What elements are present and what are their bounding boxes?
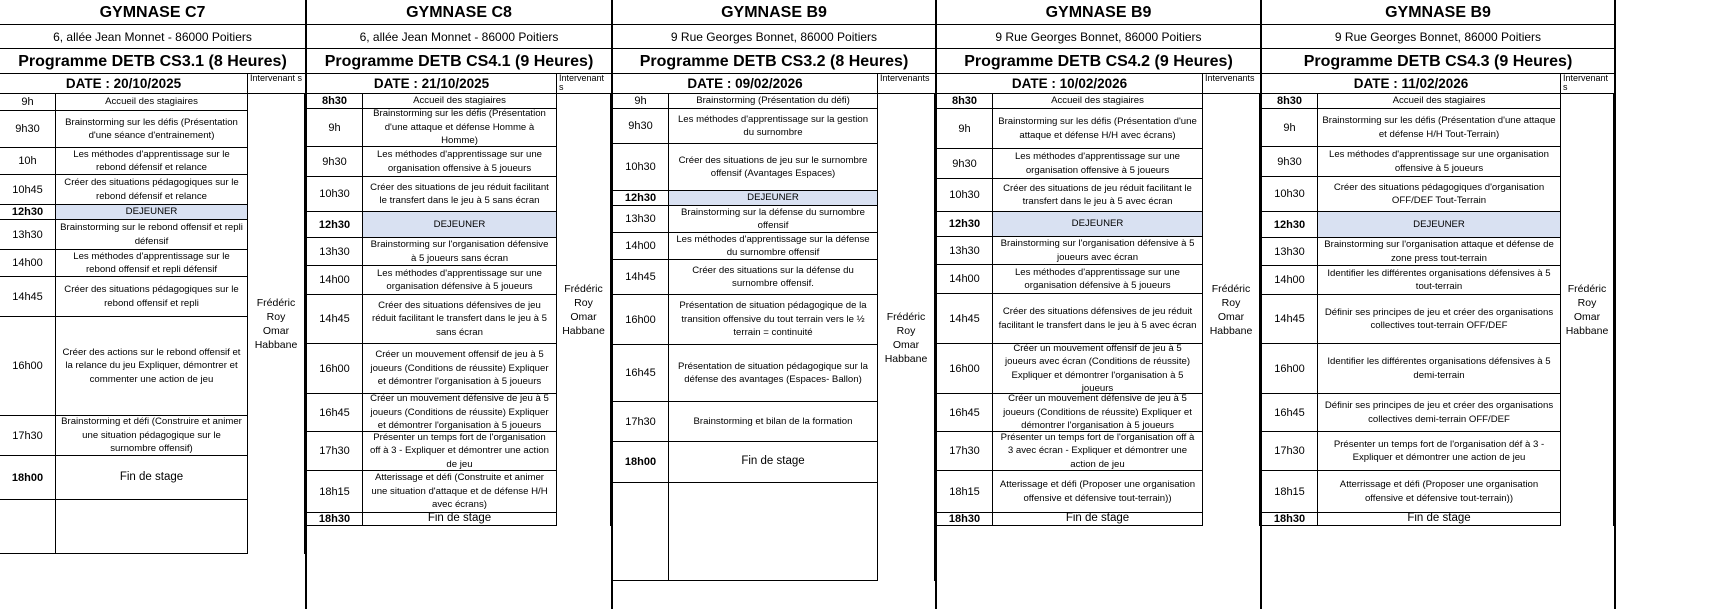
activity-cell bbox=[56, 500, 248, 553]
intervenant-name: Omar bbox=[1573, 311, 1601, 323]
activity-cell: Créer des situations de jeu réduit facilitant le transfert dans le jeu à 5 sans écran bbox=[363, 177, 557, 211]
time-cell: 9h bbox=[613, 94, 669, 108]
schedule-row bbox=[613, 345, 878, 402]
schedule-row bbox=[613, 442, 878, 483]
time-cell: 17h30 bbox=[1262, 432, 1318, 470]
schedule-row bbox=[937, 432, 1203, 471]
activity-cell: Brainstorming sur l'organisation attaque et défense de zone press tout-terrain bbox=[1318, 238, 1561, 265]
activity-cell: Fin de stage bbox=[1318, 513, 1561, 525]
schedule-row bbox=[937, 265, 1203, 294]
program-title: Programme DETB CS3.1 (8 Heures) bbox=[0, 49, 305, 74]
intervenant-names bbox=[557, 94, 611, 526]
time-cell: 18h30 bbox=[937, 513, 993, 525]
activity-cell: Accueil des stagiaires bbox=[363, 94, 557, 108]
activity-cell: Brainstorming et défi (Construire et animer une situation pédagogique sur le surnombre offensif) bbox=[56, 416, 248, 455]
activity-cell: Créer des situations de jeu sur le surnombre offensif (Avantages Espaces) bbox=[669, 144, 878, 190]
activity-cell: Créer des situations pédagogiques d'organisation OFF/DEF Tout-Terrain bbox=[1318, 177, 1561, 211]
activity-cell: Les méthodes d'apprentissage sur une organisation défensive à 5 joueurs bbox=[993, 265, 1203, 293]
schedule-row bbox=[307, 147, 557, 177]
session-date: DATE : 11/02/2026 bbox=[1262, 74, 1561, 94]
schedule-row bbox=[307, 295, 557, 344]
activity-cell: Présenter un temps fort de l'organisation off à 3 - Expliquer et démontrer une action de jeu bbox=[363, 432, 557, 470]
time-cell: 14h00 bbox=[307, 266, 363, 294]
intervenant-name: Habbane bbox=[562, 325, 605, 337]
intervenant-name: Frédéric Roy bbox=[1211, 283, 1251, 309]
time-cell: 14h45 bbox=[937, 294, 993, 343]
time-cell: 14h45 bbox=[1262, 295, 1318, 343]
intervenant-name: Habbane bbox=[1565, 325, 1609, 337]
schedule-row bbox=[613, 109, 878, 144]
schedule-row bbox=[1262, 94, 1561, 109]
schedule-row bbox=[0, 220, 248, 250]
schedule-row bbox=[0, 175, 248, 205]
activity-cell: Fin de stage bbox=[993, 513, 1203, 525]
time-cell: 18h15 bbox=[307, 471, 363, 512]
lunch-cell: DEJEUNER bbox=[993, 212, 1203, 236]
gymnasium-address: 9 Rue Georges Bonnet, 86000 Poitiers bbox=[937, 25, 1260, 49]
time-cell: 16h00 bbox=[1262, 344, 1318, 393]
time-cell: 13h30 bbox=[937, 237, 993, 264]
time-cell: 14h00 bbox=[937, 265, 993, 293]
schedule-panel bbox=[0, 0, 307, 609]
intervenant-name: Frédéric bbox=[564, 283, 603, 295]
time-cell: 17h30 bbox=[0, 416, 56, 455]
time-cell: 18h30 bbox=[1262, 513, 1318, 525]
time-cell: 17h30 bbox=[307, 432, 363, 470]
schedule-row bbox=[937, 212, 1203, 237]
schedule-row bbox=[937, 294, 1203, 344]
schedule-row bbox=[613, 260, 878, 295]
time-cell: 10h45 bbox=[0, 175, 56, 204]
intervenant-names bbox=[248, 94, 305, 554]
time-cell: 8h30 bbox=[937, 94, 993, 108]
activity-cell: Brainstorming sur la défense du surnombre offensif bbox=[669, 206, 878, 232]
schedule-row bbox=[613, 402, 878, 442]
activity-cell: Les méthodes d'apprentissage sur une organisation offensive à 5 joueurs bbox=[363, 147, 557, 176]
schedule-row bbox=[0, 148, 248, 175]
intervenant-name: Frédéric Roy bbox=[886, 310, 926, 337]
activity-cell: Les méthodes d'apprentissage sur le rebond offensif et repli défensif bbox=[56, 250, 248, 276]
program-title: Programme DETB CS4.2 (9 Heures) bbox=[937, 49, 1260, 74]
activity-cell: Créer un mouvement défensive de jeu à 5 joueurs (Conditions de réussite) Expliquer et démontrer l'organisation à 5 joueurs bbox=[363, 394, 557, 431]
intervenant-names bbox=[1561, 94, 1614, 526]
schedule-row bbox=[937, 394, 1203, 432]
activity-cell: Atterissage et défi (Proposer une organisation offensive et défensive tout-terrain)) bbox=[993, 471, 1203, 512]
activity-cell: Brainstorming et bilan de la formation bbox=[669, 402, 878, 441]
schedule-row bbox=[0, 250, 248, 277]
lunch-cell: DEJEUNER bbox=[363, 212, 557, 237]
schedule-row bbox=[937, 237, 1203, 265]
schedule-row bbox=[1262, 147, 1561, 177]
schedule-row bbox=[307, 432, 557, 471]
schedule-row bbox=[613, 206, 878, 233]
activity-cell: Fin de stage bbox=[363, 513, 557, 525]
time-cell: 17h30 bbox=[937, 432, 993, 470]
schedule-row bbox=[1262, 266, 1561, 295]
time-cell: 13h30 bbox=[1262, 238, 1318, 265]
intervenant-list bbox=[1566, 282, 1609, 338]
schedule-row bbox=[307, 238, 557, 266]
time-cell: 10h30 bbox=[613, 144, 669, 190]
intervenant-name: Omar bbox=[1217, 311, 1245, 323]
time-cell: 9h30 bbox=[307, 147, 363, 176]
intervenant-list bbox=[878, 310, 934, 366]
time-cell: 9h bbox=[307, 109, 363, 146]
schedule-row bbox=[1262, 212, 1561, 238]
schedule-row bbox=[937, 109, 1203, 149]
activity-cell: Brainstorming sur les défis (Présentation d'une attaque et défense Homme à Homme) bbox=[363, 109, 557, 146]
time-cell: 16h00 bbox=[613, 295, 669, 344]
intervenant-list bbox=[1203, 282, 1259, 338]
activity-cell: Les méthodes d'apprentissage sur une organisation offensive à 5 joueurs bbox=[1318, 147, 1561, 176]
session-date: DATE : 10/02/2026 bbox=[937, 74, 1203, 94]
empty-row bbox=[0, 500, 248, 554]
schedule-row bbox=[0, 205, 248, 220]
activity-cell: Définir ses principes de jeu et créer des organisations collectives demi-terrain OFF/DEF bbox=[1318, 394, 1561, 431]
schedule-row bbox=[307, 177, 557, 212]
activity-cell: Présentation de situation pédagogique de la transition offensive du tout terrain vers le ½ terrain = continuité bbox=[669, 295, 878, 344]
time-cell: 16h45 bbox=[937, 394, 993, 431]
activity-cell: Brainstorming sur les défis (Présentation d'une attaque et défense H/H Tout-Terrain) bbox=[1318, 109, 1561, 146]
time-cell: 12h30 bbox=[1262, 212, 1318, 237]
intervenant-name: Roy bbox=[266, 311, 286, 323]
time-cell: 9h bbox=[1262, 109, 1318, 146]
intervenant-list bbox=[255, 296, 298, 352]
activity-cell: Identifier les différentes organisations défensives à 5 demi-terrain bbox=[1318, 344, 1561, 393]
schedule-row bbox=[1262, 344, 1561, 394]
time-cell: 18h00 bbox=[0, 456, 56, 499]
intervenant-name: Omar bbox=[262, 325, 290, 337]
time-cell: 10h30 bbox=[1262, 177, 1318, 211]
program-title: Programme DETB CS3.2 (8 Heures) bbox=[613, 49, 935, 74]
schedule-row bbox=[0, 277, 248, 317]
activity-cell: Brainstorming sur le rebond offensif et repli défensif bbox=[56, 220, 248, 249]
schedule-row bbox=[0, 416, 248, 456]
activity-cell: Créer un mouvement offensif de jeu à 5 joueurs avec écran (Conditions de réussite) Expliquer et démontrer l'organisation à 5 joueurs bbox=[993, 344, 1203, 393]
schedule-row bbox=[937, 149, 1203, 179]
activity-cell: Créer des actions sur le rebond offensif et la relance du jeu Expliquer, démontrer et commenter une action de jeu bbox=[56, 317, 248, 415]
intervenant-name: Roy bbox=[1577, 297, 1597, 309]
time-cell: 14h45 bbox=[0, 277, 56, 316]
time-cell bbox=[0, 500, 56, 553]
lunch-cell: DEJEUNER bbox=[56, 205, 248, 219]
activity-cell: Définir ses principes de jeu et créer des organisations collectives tout-terrain OFF/DEF bbox=[1318, 295, 1561, 343]
activity-cell: Présenter un temps fort de l'organisation off à 3 avec écran - Expliquer et démontrer une action de jeu bbox=[993, 432, 1203, 470]
activity-cell: Les méthodes d'apprentissage sur une organisation défensive à 5 joueurs bbox=[363, 266, 557, 294]
time-cell: 16h45 bbox=[613, 345, 669, 401]
activity-cell: Atterissage et défi (Construite et animer une situation d'attaque et de défense H/H avec écrans) bbox=[363, 471, 557, 512]
schedule-row bbox=[307, 266, 557, 295]
time-cell: 10h30 bbox=[307, 177, 363, 211]
time-cell: 9h30 bbox=[937, 149, 993, 178]
gymnasium-title: GYMNASE B9 bbox=[613, 0, 935, 25]
schedule-panel bbox=[613, 0, 937, 609]
schedule-row bbox=[937, 94, 1203, 109]
time-cell: 12h30 bbox=[613, 191, 669, 205]
schedule-row bbox=[937, 513, 1203, 526]
time-cell: 13h30 bbox=[0, 220, 56, 249]
activity-cell: Brainstorming sur l'organisation défensive à 5 joueurs sans écran bbox=[363, 238, 557, 265]
time-cell: 16h45 bbox=[1262, 394, 1318, 431]
schedule-row bbox=[307, 471, 557, 513]
activity-cell: Créer des situations défensives de jeu réduit facilitant le transfert dans le jeu à 5 avec écran bbox=[993, 294, 1203, 343]
time-cell: 16h00 bbox=[307, 344, 363, 393]
gymnasium-address: 9 Rue Georges Bonnet, 86000 Poitiers bbox=[1262, 25, 1614, 49]
time-cell: 9h30 bbox=[0, 111, 56, 147]
activity-cell: Les méthodes d'apprentissage sur la gestion du surnombre bbox=[669, 109, 878, 143]
schedule-row bbox=[937, 179, 1203, 212]
schedule-row bbox=[1262, 177, 1561, 212]
intervenant-name: Omar bbox=[892, 338, 920, 351]
intervenant-list bbox=[562, 282, 605, 338]
activity-cell: Présentation de situation pédagogique sur la défense des avantages (Espaces- Ballon) bbox=[669, 345, 878, 401]
intervenant-header: Intervenants bbox=[878, 74, 935, 94]
time-cell: 10h bbox=[0, 148, 56, 174]
activity-cell: Identifier les différentes organisations défensives à 5 tout-terrain bbox=[1318, 266, 1561, 294]
intervenant-header: Intervenant s bbox=[248, 74, 305, 94]
schedule-row bbox=[307, 394, 557, 432]
gymnasium-title: GYMNASE C8 bbox=[307, 0, 611, 25]
schedule-row bbox=[1262, 432, 1561, 471]
time-cell: 9h bbox=[937, 109, 993, 148]
activity-cell: Brainstorming sur les défis (Présentation d'une attaque et défense H/H avec écrans) bbox=[993, 109, 1203, 148]
intervenant-name: Habbane bbox=[884, 352, 928, 365]
intervenant-name: Omar bbox=[570, 311, 597, 323]
activity-cell: Fin de stage bbox=[669, 442, 878, 482]
intervenant-name: Frédéric bbox=[1567, 283, 1607, 295]
time-cell: 18h00 bbox=[613, 442, 669, 482]
time-cell: 16h00 bbox=[0, 317, 56, 415]
activity-cell: Les méthodes d'apprentissage sur la défense du surnombre offensif bbox=[669, 233, 878, 259]
activity-cell: Créer un mouvement offensif de jeu à 5 joueurs (Conditions de réussite) Expliquer et démontrer l'organisation à 5 joueurs bbox=[363, 344, 557, 393]
activity-cell: Les méthodes d'apprentissage sur une organisation offensive à 5 joueurs bbox=[993, 149, 1203, 178]
schedule-panel bbox=[1262, 0, 1616, 609]
program-title: Programme DETB CS4.3 (9 Heures) bbox=[1262, 49, 1614, 74]
time-cell: 10h30 bbox=[937, 179, 993, 211]
schedule-panel bbox=[937, 0, 1262, 609]
time-cell: 14h45 bbox=[307, 295, 363, 343]
activity-cell: Brainstorming (Présentation du défi) bbox=[669, 94, 878, 108]
schedule-row bbox=[307, 513, 557, 526]
intervenant-header: Intervenant s bbox=[1561, 74, 1614, 94]
intervenant-names bbox=[878, 94, 935, 581]
activity-cell: Accueil des stagiaires bbox=[56, 94, 248, 110]
time-cell: 9h30 bbox=[1262, 147, 1318, 176]
activity-cell: Fin de stage bbox=[56, 456, 248, 499]
schedule-row bbox=[1262, 238, 1561, 266]
schedule-row bbox=[0, 317, 248, 416]
gymnasium-title: GYMNASE C7 bbox=[0, 0, 305, 25]
activity-cell: Accueil des stagiaires bbox=[993, 94, 1203, 108]
lunch-cell: DEJEUNER bbox=[1318, 212, 1561, 237]
time-cell: 16h00 bbox=[937, 344, 993, 393]
empty-row bbox=[613, 483, 878, 581]
gymnasium-title: GYMNASE B9 bbox=[1262, 0, 1614, 25]
time-cell: 12h30 bbox=[307, 212, 363, 237]
time-cell bbox=[613, 483, 669, 580]
schedule-row bbox=[307, 109, 557, 147]
activity-cell bbox=[669, 483, 878, 580]
time-cell: 14h00 bbox=[613, 233, 669, 259]
time-cell: 17h30 bbox=[613, 402, 669, 441]
time-cell: 14h45 bbox=[613, 260, 669, 294]
activity-cell: Présenter un temps fort de l'organisation déf à 3 - Expliquer et démontrer une action de jeu bbox=[1318, 432, 1561, 470]
schedule-row bbox=[613, 233, 878, 260]
activity-cell: Les méthodes d'apprentissage sur le rebond défensif et relance bbox=[56, 148, 248, 174]
time-cell: 12h30 bbox=[937, 212, 993, 236]
time-cell: 9h30 bbox=[613, 109, 669, 143]
time-cell: 14h00 bbox=[1262, 266, 1318, 294]
schedule-row bbox=[0, 456, 248, 500]
time-cell: 13h30 bbox=[307, 238, 363, 265]
activity-cell: Créer des situations de jeu réduit facilitant le transfert dans le jeu à 5 avec écran bbox=[993, 179, 1203, 211]
schedule-row bbox=[613, 94, 878, 109]
intervenant-names bbox=[1203, 94, 1260, 526]
activity-cell: Créer des situations pédagogiques sur le rebond offensif et repli bbox=[56, 277, 248, 316]
activity-cell: Créer des situations pédagogiques sur le rebond défensif et relance bbox=[56, 175, 248, 204]
gymnasium-address: 6, allée Jean Monnet - 86000 Poitiers bbox=[0, 25, 305, 49]
gymnasium-address: 9 Rue Georges Bonnet, 86000 Poitiers bbox=[613, 25, 935, 49]
intervenant-header: Intervenants bbox=[1203, 74, 1260, 94]
schedule-panel bbox=[307, 0, 613, 609]
schedule-row bbox=[613, 191, 878, 206]
schedule-row bbox=[0, 94, 248, 111]
intervenant-name: Habbane bbox=[254, 339, 298, 351]
schedule-row bbox=[613, 295, 878, 345]
gymnasium-address: 6, allée Jean Monnet - 86000 Poitiers bbox=[307, 25, 611, 49]
schedule-row bbox=[1262, 295, 1561, 344]
lunch-cell: DEJEUNER bbox=[669, 191, 878, 205]
schedule-row bbox=[1262, 394, 1561, 432]
activity-cell: Créer des situations sur la défense du surnombre offensif. bbox=[669, 260, 878, 294]
activity-cell: Créer des situations défensives de jeu réduit facilitant le transfert dans le jeu à 5 sans écran bbox=[363, 295, 557, 343]
schedule-row bbox=[613, 144, 878, 191]
activity-cell: Accueil des stagiaires bbox=[1318, 94, 1561, 108]
time-cell: 13h30 bbox=[613, 206, 669, 232]
time-cell: 18h15 bbox=[1262, 471, 1318, 512]
activity-cell: Brainstorming sur les défis (Présentation d'une séance d'entrainement) bbox=[56, 111, 248, 147]
intervenant-name: Roy bbox=[574, 297, 593, 309]
gymnasium-title: GYMNASE B9 bbox=[937, 0, 1260, 25]
activity-cell: Créer un mouvement défensive de jeu à 5 joueurs (Conditions de réussite) Expliquer et démontrer l'organisation à 5 joueurs bbox=[993, 394, 1203, 431]
program-title: Programme DETB CS4.1 (9 Heures) bbox=[307, 49, 611, 74]
schedule-row bbox=[1262, 471, 1561, 513]
session-date: DATE : 20/10/2025 bbox=[0, 74, 248, 94]
time-cell: 12h30 bbox=[0, 205, 56, 219]
schedule-row bbox=[937, 344, 1203, 394]
schedule-row bbox=[307, 344, 557, 394]
schedule-row bbox=[307, 212, 557, 238]
intervenant-header: Intervenant s bbox=[557, 74, 611, 94]
time-cell: 9h bbox=[0, 94, 56, 110]
activity-cell: Brainstorming sur l'organisation défensive à 5 joueurs avec écran bbox=[993, 237, 1203, 264]
activity-cell: Atterrissage et défi (Proposer une organisation offensive et défensive tout-terrain)) bbox=[1318, 471, 1561, 512]
time-cell: 14h00 bbox=[0, 250, 56, 276]
schedule-row bbox=[0, 111, 248, 148]
time-cell: 18h15 bbox=[937, 471, 993, 512]
intervenant-name: Frédéric bbox=[256, 297, 296, 309]
session-date: DATE : 09/02/2026 bbox=[613, 74, 878, 94]
schedule-row bbox=[937, 471, 1203, 513]
schedule-row bbox=[1262, 109, 1561, 147]
schedule-row bbox=[1262, 513, 1561, 526]
session-date: DATE : 21/10/2025 bbox=[307, 74, 557, 94]
intervenant-name: Habbane bbox=[1209, 325, 1253, 337]
time-cell: 8h30 bbox=[1262, 94, 1318, 108]
time-cell: 18h30 bbox=[307, 513, 363, 525]
time-cell: 16h45 bbox=[307, 394, 363, 431]
time-cell: 8h30 bbox=[307, 94, 363, 108]
